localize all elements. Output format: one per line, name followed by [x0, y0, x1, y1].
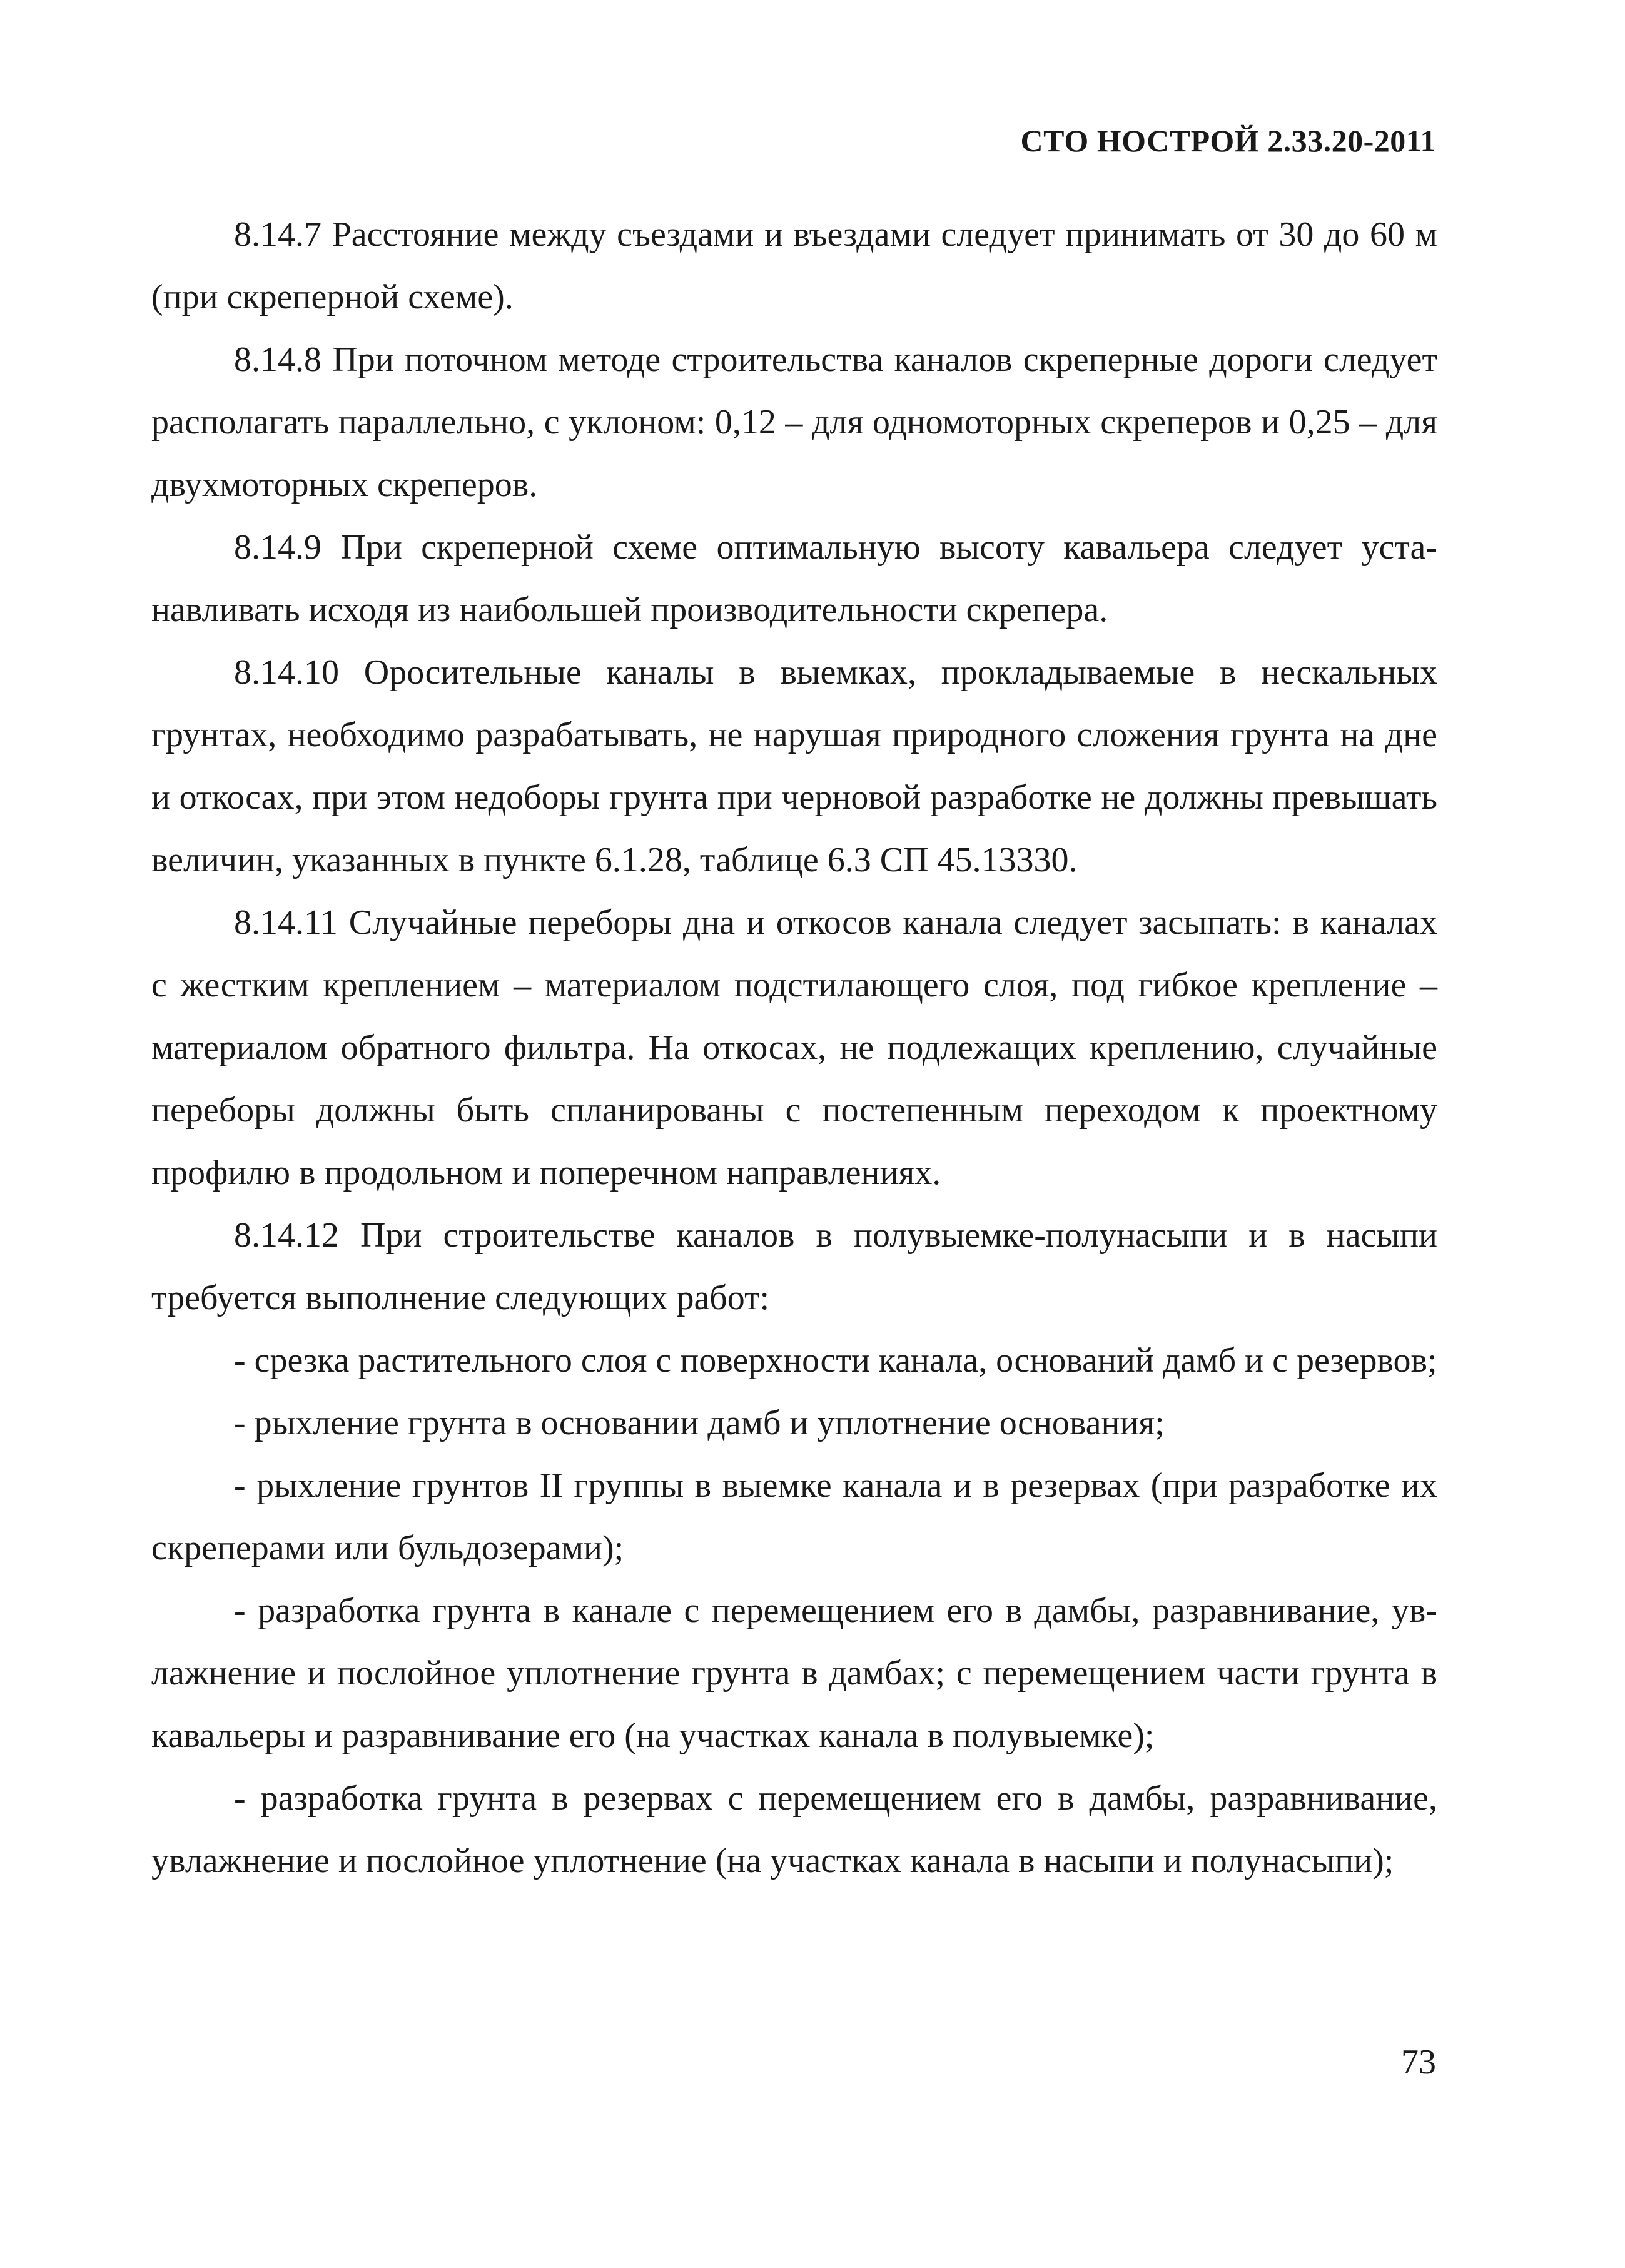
- paragraph-8-14-7: 8.14.7 Расстояние между съездами и въездами следует принимать от 30 до 60 м (при скреперной схеме).: [151, 215, 1437, 316]
- paragraph-8-14-9: 8.14.9 При скреперной схеме оптимальную высоту кавальера следует устанавливать исходя из наибольшей производительности скрепера.: [151, 528, 1437, 629]
- document-body: [151, 203, 1437, 1892]
- list-item: - разработка грунта в канале с перемещением его в дамбы, разравнивание, увлажнение и послойное уплотнение грунта в дамбах; с перемещением части грунта в кавальеры и разравнивание его (на участках канала в полувыемке);: [151, 1591, 1437, 1755]
- paragraph-8-14-12: 8.14.12 При строительстве каналов в полувыемке-полунасыпи и в насыпи требуется выполнение следующих работ:: [151, 1216, 1437, 1317]
- list-item: - рыхление грунтов II группы в выемке канала и в резервах (при разработке их скреперами или бульдозерами);: [151, 1466, 1437, 1567]
- page-number: 73: [1401, 2043, 1436, 2082]
- paragraph-8-14-10: 8.14.10 Оросительные каналы в выемках, прокладываемые в нескальных грунтах, необходимо разрабатывать, не нарушая природного сложения грунта на дне и откосах, при этом недоборы грунта при черновой разработке не должны превышать величин, указанных в пункте 6.1.28, таблице 6.3 СП 45.13330.: [151, 653, 1437, 879]
- list-item: - срезка растительного слоя с поверхности канала, оснований дамб и с резервов;: [234, 1341, 1437, 1380]
- document-code-header: СТО НОСТРОЙ 2.33.20-2011: [1020, 123, 1436, 158]
- list-item: - разработка грунта в резервах с перемещением его в дамбы, разравнивание, увлажнение и послойное уплотнение (на участках канала в насыпи и полунасыпи);: [151, 1779, 1437, 1880]
- paragraph-8-14-8: 8.14.8 При поточном методе строительства каналов скреперные дороги следует располагать параллельно, с уклоном: 0,12 – для одномоторных скреперов и 0,25 – для двухмоторных скреперов.: [151, 340, 1437, 504]
- paragraph-8-14-11: 8.14.11 Случайные переборы дна и откосов канала следует засыпать: в каналах с жестким креплением – материалом подстилающего слоя, под гибкое крепление – материалом обратного фильтра. На откосах, не подлежащих креплению, случайные переборы должны быть спланированы с постепенным переходом к проектному профилю в продольном и поперечном направлениях.: [151, 903, 1437, 1192]
- list-item: - рыхление грунта в основании дамб и уплотнение основания;: [234, 1404, 1165, 1442]
